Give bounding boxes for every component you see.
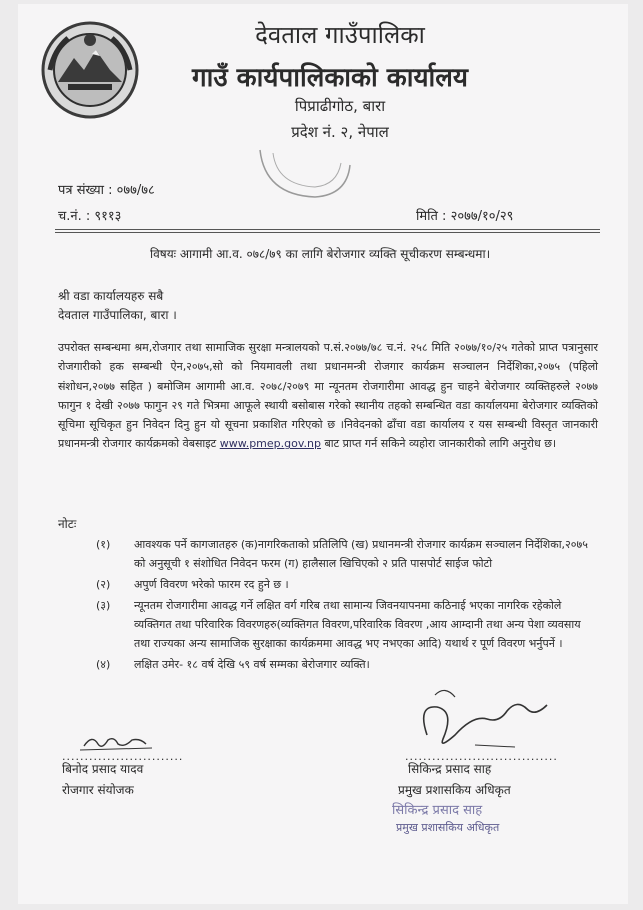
office-location: पिप्राढीगोठ, बारा bbox=[294, 97, 386, 115]
letter-body bbox=[58, 338, 598, 454]
note-list bbox=[96, 535, 596, 676]
office-seal-stamp bbox=[255, 145, 355, 200]
subject-line: विषयः आगामी आ.व. ०७८/७९ का लागि बेरोजगार व्यक्ति सूचीकरण सम्बन्धमा। bbox=[150, 247, 491, 261]
note-number: (३) bbox=[96, 599, 111, 612]
note-text: आवश्यक पर्ने कागजातहरु (क)नागरिकताको प्रतिलिपि (ख) प्रधानमन्त्री रोजगार कार्यक्रम सञ्चालन निर्देशिका,२०७५ को अनुसूची १ संशोधित निवेदन फरम (ग) हालैसाल खिचिएको २ प्रति पासपोर्ट साईज फोटो bbox=[134, 538, 588, 570]
right-signature bbox=[415, 675, 555, 755]
body-text-end: बाट प्राप्त गर्न सकिने व्यहोरा जानकारीको लागि अनुरोध छ। bbox=[324, 437, 557, 451]
note-number: (४) bbox=[96, 658, 111, 671]
list-item bbox=[96, 535, 596, 573]
dispatch-number: च.नं. : ९११३ bbox=[58, 209, 122, 224]
left-signatory-name: बिनोद प्रसाद यादव bbox=[62, 762, 144, 776]
letter-date: मिति : २०७७/१०/२९ bbox=[416, 209, 514, 224]
right-signatory-title: प्रमुख प्रशासकिय अधिकृत bbox=[398, 783, 511, 797]
website-link[interactable]: www.pmep.gov.np bbox=[219, 437, 321, 451]
right-signatory-name: सिकिन्द्र प्रसाद साह bbox=[408, 762, 492, 776]
list-item bbox=[96, 575, 596, 594]
note-number: (१) bbox=[96, 538, 111, 551]
letter-number: पत्र संख्या : ०७७/७८ bbox=[58, 183, 155, 198]
header-divider-second bbox=[55, 232, 600, 233]
signature-line-left: ........................... bbox=[62, 750, 184, 763]
note-text: न्यूनतम रोजगारीमा आवद्ध गर्ने लक्षित वर्ग गरिब तथा सामान्य जिवनयापनमा कठिनाई भएका नागरिक रहेकोले व्यक्तिगत तथा परिवारिक विवरणहरु(व्यक्तिगत विवरण,परिवारिक विवरण ,आय आम्दानी तथा अन्य पेशा व्यवसाय तथा राज्यका अन्य सामाजिक सुरक्षाका कार्यक्रममा आवद्ध भए नभएका आदि) यथार्थ र पूर्ण विवरण भर्नुपर्ने । bbox=[134, 599, 581, 650]
signature-line-right: .................................. bbox=[405, 750, 558, 763]
body-text: उपरोक्त सम्बन्धमा श्रम,रोजगार तथा सामाजिक सुरक्षा मन्त्रालयको प.सं.२०७७/७८ च.नं. २५८ मिति २०७७/१०/२५ गतेको प्राप्त पत्रानुसार रोजगारीको हक सम्बन्धी ऐन,२०७५,सो को नियमावली तथा प्रधानमन्त्री रोजगार कार्यक्रम सञ्चालन निर्देशिका,२०७५ (पहिलो संशोधन,२०७७ सहित ) बमोजिम आगामी आ.व. २०७८/२०७९ मा न्यूनतम रोजगारीमा आवद्ध हुन चाहने बेरोजगार व्यक्तिहरुले २०७७ फागुन १ देखी २०७७ फागुन २९ गते भित्रमा आफूले स्थायी बसोबास गरेको स्थानीय तहको सम्बन्धित वडा कार्यालयमा बेरोजगार व्यक्तिको सूचिमा सूचिकृत हुन निवेदन दिनु हुन यो सूचना प्रकाशित गरिएको छ ।निवेदनको ढाँचा वडा कार्यालय र यस सम्बन्धी विस्तृत जानकारी प्रधानमन्त्री रोजगार कार्यक्रमको वेबसाइट bbox=[58, 341, 598, 451]
office-province: प्रदेश नं. २, नेपाल bbox=[291, 123, 389, 141]
list-item bbox=[96, 596, 596, 653]
list-item bbox=[96, 655, 596, 674]
office-name: गाउँ कार्यपालिकाको कार्यालय bbox=[192, 63, 468, 93]
recipient-line-2: देवताल गाउँपालिका, बारा । bbox=[58, 308, 177, 322]
left-signatory-title: रोजगार संयोजक bbox=[62, 783, 134, 797]
title-stamp: प्रमुख प्रशासकिय अधिकृत bbox=[396, 821, 500, 834]
municipality-name: देवताल गाउँपालिका bbox=[255, 21, 425, 49]
name-stamp: सिकिन्द्र प्रसाद साह bbox=[392, 803, 483, 818]
note-number: (२) bbox=[96, 578, 111, 591]
note-text: लक्षित उमेर- १८ वर्ष देखि ५९ वर्ष सम्मका बेरोजगार व्यक्ति। bbox=[134, 658, 370, 671]
note-label: नोटः bbox=[58, 517, 77, 531]
recipient-line-1: श्री वडा कार्यालयहरु सबै bbox=[58, 289, 164, 303]
municipality-emblem-icon bbox=[40, 20, 140, 120]
header-divider bbox=[55, 229, 600, 230]
note-text: अपुर्ण विवरण भरेको फारम रद हुने छ । bbox=[134, 578, 289, 591]
